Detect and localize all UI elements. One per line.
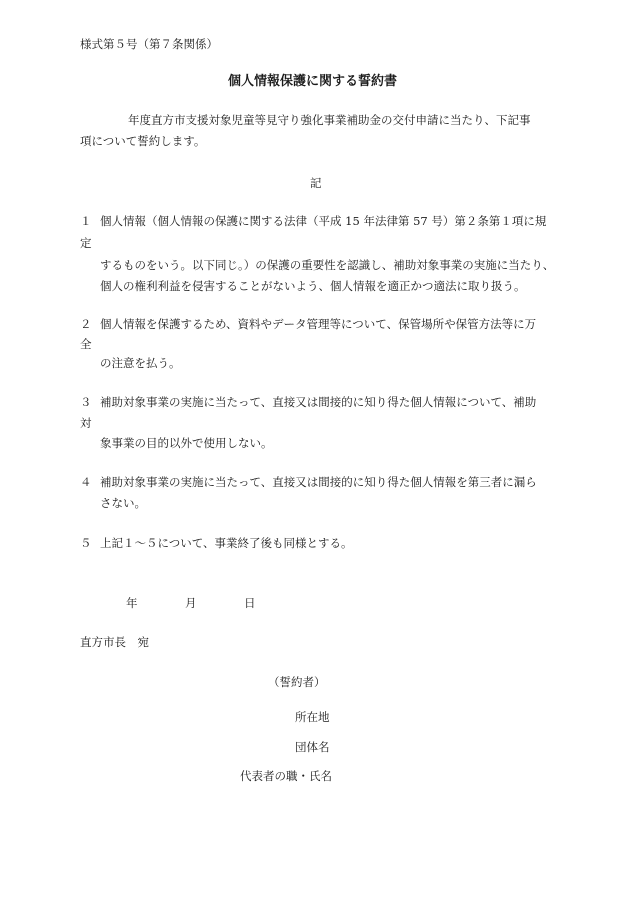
signer-heading: （誓約者）: [268, 675, 326, 689]
item-text-line: 象事業の目的以外で使用しない。: [100, 436, 273, 450]
date-day: 日: [244, 596, 256, 610]
item-text-line: 個人情報を保護するため、資料やデータ管理等について、保管場所や保管方法等に万: [100, 317, 537, 331]
item-text-line: 補助対象事業の実施に当たって、直接又は間接的に知り得た個人情報を第三者に漏ら: [100, 475, 537, 489]
item-text-line: 上記１～５について、事業終了後も同様とする。: [100, 536, 353, 550]
date-year: 年: [126, 596, 138, 610]
signer-org-label: 団体名: [295, 740, 330, 754]
document-title: 個人情報保護に関する誓約書: [228, 74, 398, 89]
ki-heading: 記: [310, 176, 322, 190]
date-month: 月: [185, 596, 197, 610]
item-text-overflow: 対: [80, 416, 92, 430]
item-text-line: するものをいう。以下同じ。）の保護の重要性を認識し、補助対象事業の実施に当たり、: [100, 258, 555, 272]
form-id: 様式第５号（第７条関係）: [80, 37, 218, 51]
item-text-line: の注意を払う。: [100, 356, 181, 370]
item-number: １: [80, 214, 92, 228]
item-text-line: 補助対象事業の実施に当たって、直接又は間接的に知り得た個人情報について、補助: [100, 395, 537, 409]
item-text-overflow: 定: [80, 236, 92, 250]
item-number: ３: [80, 395, 92, 409]
item-text-line: さない。: [100, 496, 146, 510]
addressee: 直方市長 宛: [80, 635, 149, 649]
item-text-line: 個人情報（個人情報の保護に関する法律（平成 15 年法律第 57 号）第２条第１項に規: [100, 214, 547, 228]
signer-address-label: 所在地: [295, 710, 330, 724]
intro-line-2: 項について誓約します。: [80, 134, 206, 148]
item-number: ４: [80, 475, 92, 489]
item-text-line: 個人の権利利益を侵害することがないよう、個人情報を適正かつ適法に取り扱う。: [100, 279, 526, 293]
signer-rep-label: 代表者の職・氏名: [240, 769, 332, 783]
intro-line-1: 年度直方市支援対象児童等見守り強化事業補助金の交付申請に当たり、下記事: [128, 113, 531, 127]
item-number: ２: [80, 317, 92, 331]
item-text-overflow: 全: [80, 337, 92, 351]
item-number: ５: [80, 536, 92, 550]
